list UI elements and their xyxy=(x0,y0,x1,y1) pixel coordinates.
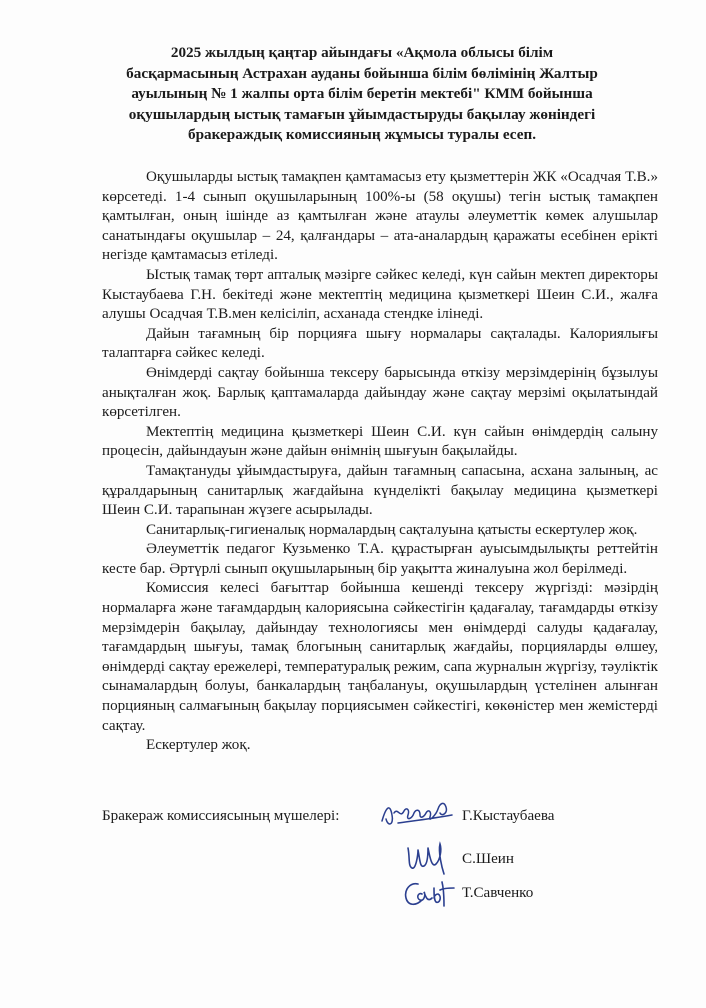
paragraph-daily-control: Тамақтануды ұйымдастыруға, дайын тағамның сапасына, асхана залының, ас құралдарының санитарлық жағдайына күнделікті бақылау медицина қызметкері Шеин С.И. тарапынан жүзеге асырылады. xyxy=(102,462,658,519)
paragraph-commission: Комиссия келесі бағыттар бойынша кешенді тексеру жүргізді: мәзірдің нормаларға және тағамдардың калориясына сәйкестігін қадағалау, тағамдарды өткізу мерзімдерін бақылау, дайындау технологиясы мен өнімдерді салуды қадағалау, тағамдардың шығуы, тамақ блогының санитарлық жағдайы, порцияларды өлшеу, өнімдерді сақтау ережелері, температуралық режим, сапа журналын жүргізу, тәуліктік сынамалардың болуы, банкалардың таңбалануы, оқушылардың үстелінен алынған порцияның салмағының бақылау порциясымен сәйкестігі, көкөністер мен жемістерді сақтау. xyxy=(102,580,658,734)
paragraph-menu: Ыстық тамақ төрт апталық мәзірге сәйкес келеді, күн сайын мектеп директоры Кыстаубаева Г.Н. бекітеді және мектептің медицина қызметкері Шеин С.И., жалға алушы Осадчая Т.В.мен келісіліп, асханада стендке ілінеді. xyxy=(102,266,658,323)
document-body xyxy=(102,168,658,756)
members-label: Бракераж комиссиясының мүшелері: xyxy=(102,808,340,824)
paragraph-portions: Дайын тағамның бір порцияға шығу нормалары сақталады. Калориялығы талаптарға сәйкес келеді. xyxy=(102,325,658,362)
paragraph-schedule: Әлеуметтік педагог Кузьменко Т.А. құрастырған ауысымдылықты реттейтін кесте бар. Әртүрлі сынып оқушыларының бір уақытта жиналуына жол берілмеді. xyxy=(102,541,658,577)
member-name: С.Шеин xyxy=(462,851,514,867)
signature-shein xyxy=(402,840,450,876)
member-name: Т.Савченко xyxy=(462,885,534,901)
paragraph-no-remarks: Ескертулер жоқ. xyxy=(146,737,251,754)
signature-savchenko xyxy=(400,876,456,912)
title-line: ауылының № 1 жалпы орта білім беретін мектебі" КММ бойынша xyxy=(131,85,593,102)
title-line: оқушылардың ыстық тамағын ұйымдастыруды бақылау жөніндегі xyxy=(128,105,596,123)
paragraph-medic-control: Мектептің медицина қызметкері Шеин С.И. күн сайын өнімдердің салыну процесін, дайындауын және дайын өнімнің шығуын бақылайды. xyxy=(102,423,658,460)
signature-kystaubaeva xyxy=(378,797,456,831)
member-name: Г.Кыстаубаева xyxy=(462,808,555,824)
title-line: басқармасының Астрахан ауданы бойынша білім бөлімінің Жалтыр xyxy=(126,64,598,82)
title-line: 2025 жылдың қаңтар айындағы «Ақмола облысы білім xyxy=(170,44,554,61)
document-title xyxy=(112,43,612,146)
title-line: бракераждық комиссияның жұмысы туралы есеп. xyxy=(188,126,536,143)
paragraph-sanitary: Санитарлық-гигиеналық нормалардың сақталуына қатысты ескертулер жоқ. xyxy=(146,521,638,538)
paragraph-provider: Оқушыларды ыстық тамақпен қамтамасыз ету қызметтерін ЖК «Осадчая Т.В.» көрсетеді. 1-4 сынып оқушыларының 100%-ы (58 оқушы) тегін ыстық тамақпен қамтылған, оның ішінде аз қамтылған және атаулы әлеуметтік көмек алушылар санатындағы оқушылар – 24, қалғандары – ата-аналардың қаражаты есебінен ерікті негізде қамтамасыз етіледі. xyxy=(102,169,658,264)
paragraph-storage: Өнімдерді сақтау бойынша тексеру барысында өткізу мерзімдерінің бұзылуы анықталған жоқ. Барлық қаптамаларда дайындау және сақтау мерзімі оқылатындай көрсетілген. xyxy=(102,364,658,421)
